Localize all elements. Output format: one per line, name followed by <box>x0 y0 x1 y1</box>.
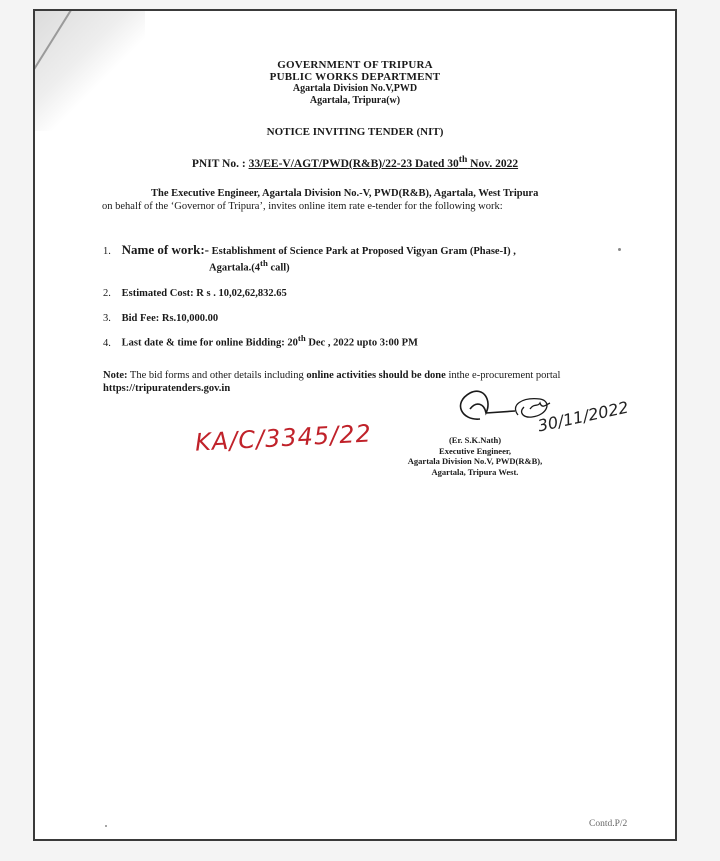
item-last-date <box>103 333 418 349</box>
item-index: 2. <box>103 288 111 299</box>
pnit-label: PNIT No. : <box>191 157 249 170</box>
division-name: Agartala Division No.V,PWD <box>292 83 418 94</box>
signatory-title: Executive Engineer, <box>439 445 511 456</box>
signatory-block <box>375 435 575 477</box>
continued-marker: Contd.P/2 <box>589 819 628 829</box>
item-value-line-2-rest: call) <box>267 262 290 274</box>
notice-title: NOTICE INVITING TENDER (NIT) <box>266 126 444 138</box>
intro-line-2: on behalf of the ‘Governor of Tripura’, invites online item rate e-tender for the following work: <box>102 201 503 212</box>
item-index: 3. <box>103 313 111 324</box>
pnit-number <box>35 154 675 170</box>
note-emphasis: online activities should be done <box>306 370 446 381</box>
handwritten-reference: KA/C/3345/22 <box>194 419 373 457</box>
item-label: Last date & time for online Bidding: 20 <box>121 337 298 349</box>
item-label: Bid Fee: <box>121 313 160 324</box>
govt-name: GOVERNMENT OF TRIPURA <box>277 59 433 71</box>
signatory-name: (Er. S.K.Nath) <box>448 435 502 445</box>
pnit-value: 33/EE-V/AGT/PWD(R&B)/22-23 Dated 30 <box>248 157 459 170</box>
note-text: The bid forms and other details including <box>127 370 307 381</box>
pnit-date-rest: Nov. 2022 <box>467 157 519 170</box>
document-page <box>33 9 677 841</box>
date-suffix: th <box>297 333 306 343</box>
letterhead <box>35 59 675 107</box>
item-index: 1. <box>103 246 111 257</box>
note-label: Note: <box>103 370 128 381</box>
signatory-place: Agartala, Tripura West. <box>431 466 519 477</box>
item-label: Estimated Cost: <box>121 288 194 299</box>
item-value: Rs.10,000.00 <box>159 313 219 324</box>
item-value: R s . 10,02,62,832.65 <box>193 288 287 299</box>
intro-line-1: The Executive Engineer, Agartala Division No.-V, PWD(R&B), Agartala, West Tripura <box>151 188 539 199</box>
signature-date: 30/11/2022 <box>536 397 631 436</box>
pnit-date-suffix: th <box>458 154 468 165</box>
item-bid-fee <box>103 313 218 324</box>
item-value: Dec , 2022 upto 3:00 PM <box>305 337 418 349</box>
location: Agartala, Tripura(w) <box>309 95 401 106</box>
item-name-of-work <box>103 242 516 274</box>
item-value: Establishment of Science Park at Proposed Vigyan Gram (Phase-I) , <box>209 246 516 257</box>
intro-paragraph <box>102 187 662 213</box>
item-label: Name of work:- <box>121 242 209 257</box>
item-index: 4. <box>103 337 111 349</box>
note-text-2: inthe e-procurement portal <box>445 370 561 381</box>
department-name: PUBLIC WORKS DEPARTMENT <box>269 71 441 83</box>
signatory-division: Agartala Division No.V, PWD(R&B), <box>407 456 543 466</box>
item-value-line-2: Agartala.(4 <box>209 262 261 274</box>
speck <box>618 248 621 251</box>
speck <box>105 825 107 827</box>
item-estimated-cost <box>103 288 287 299</box>
call-suffix: th <box>260 258 268 268</box>
portal-url: https://tripuratenders.gov.in <box>103 383 231 394</box>
